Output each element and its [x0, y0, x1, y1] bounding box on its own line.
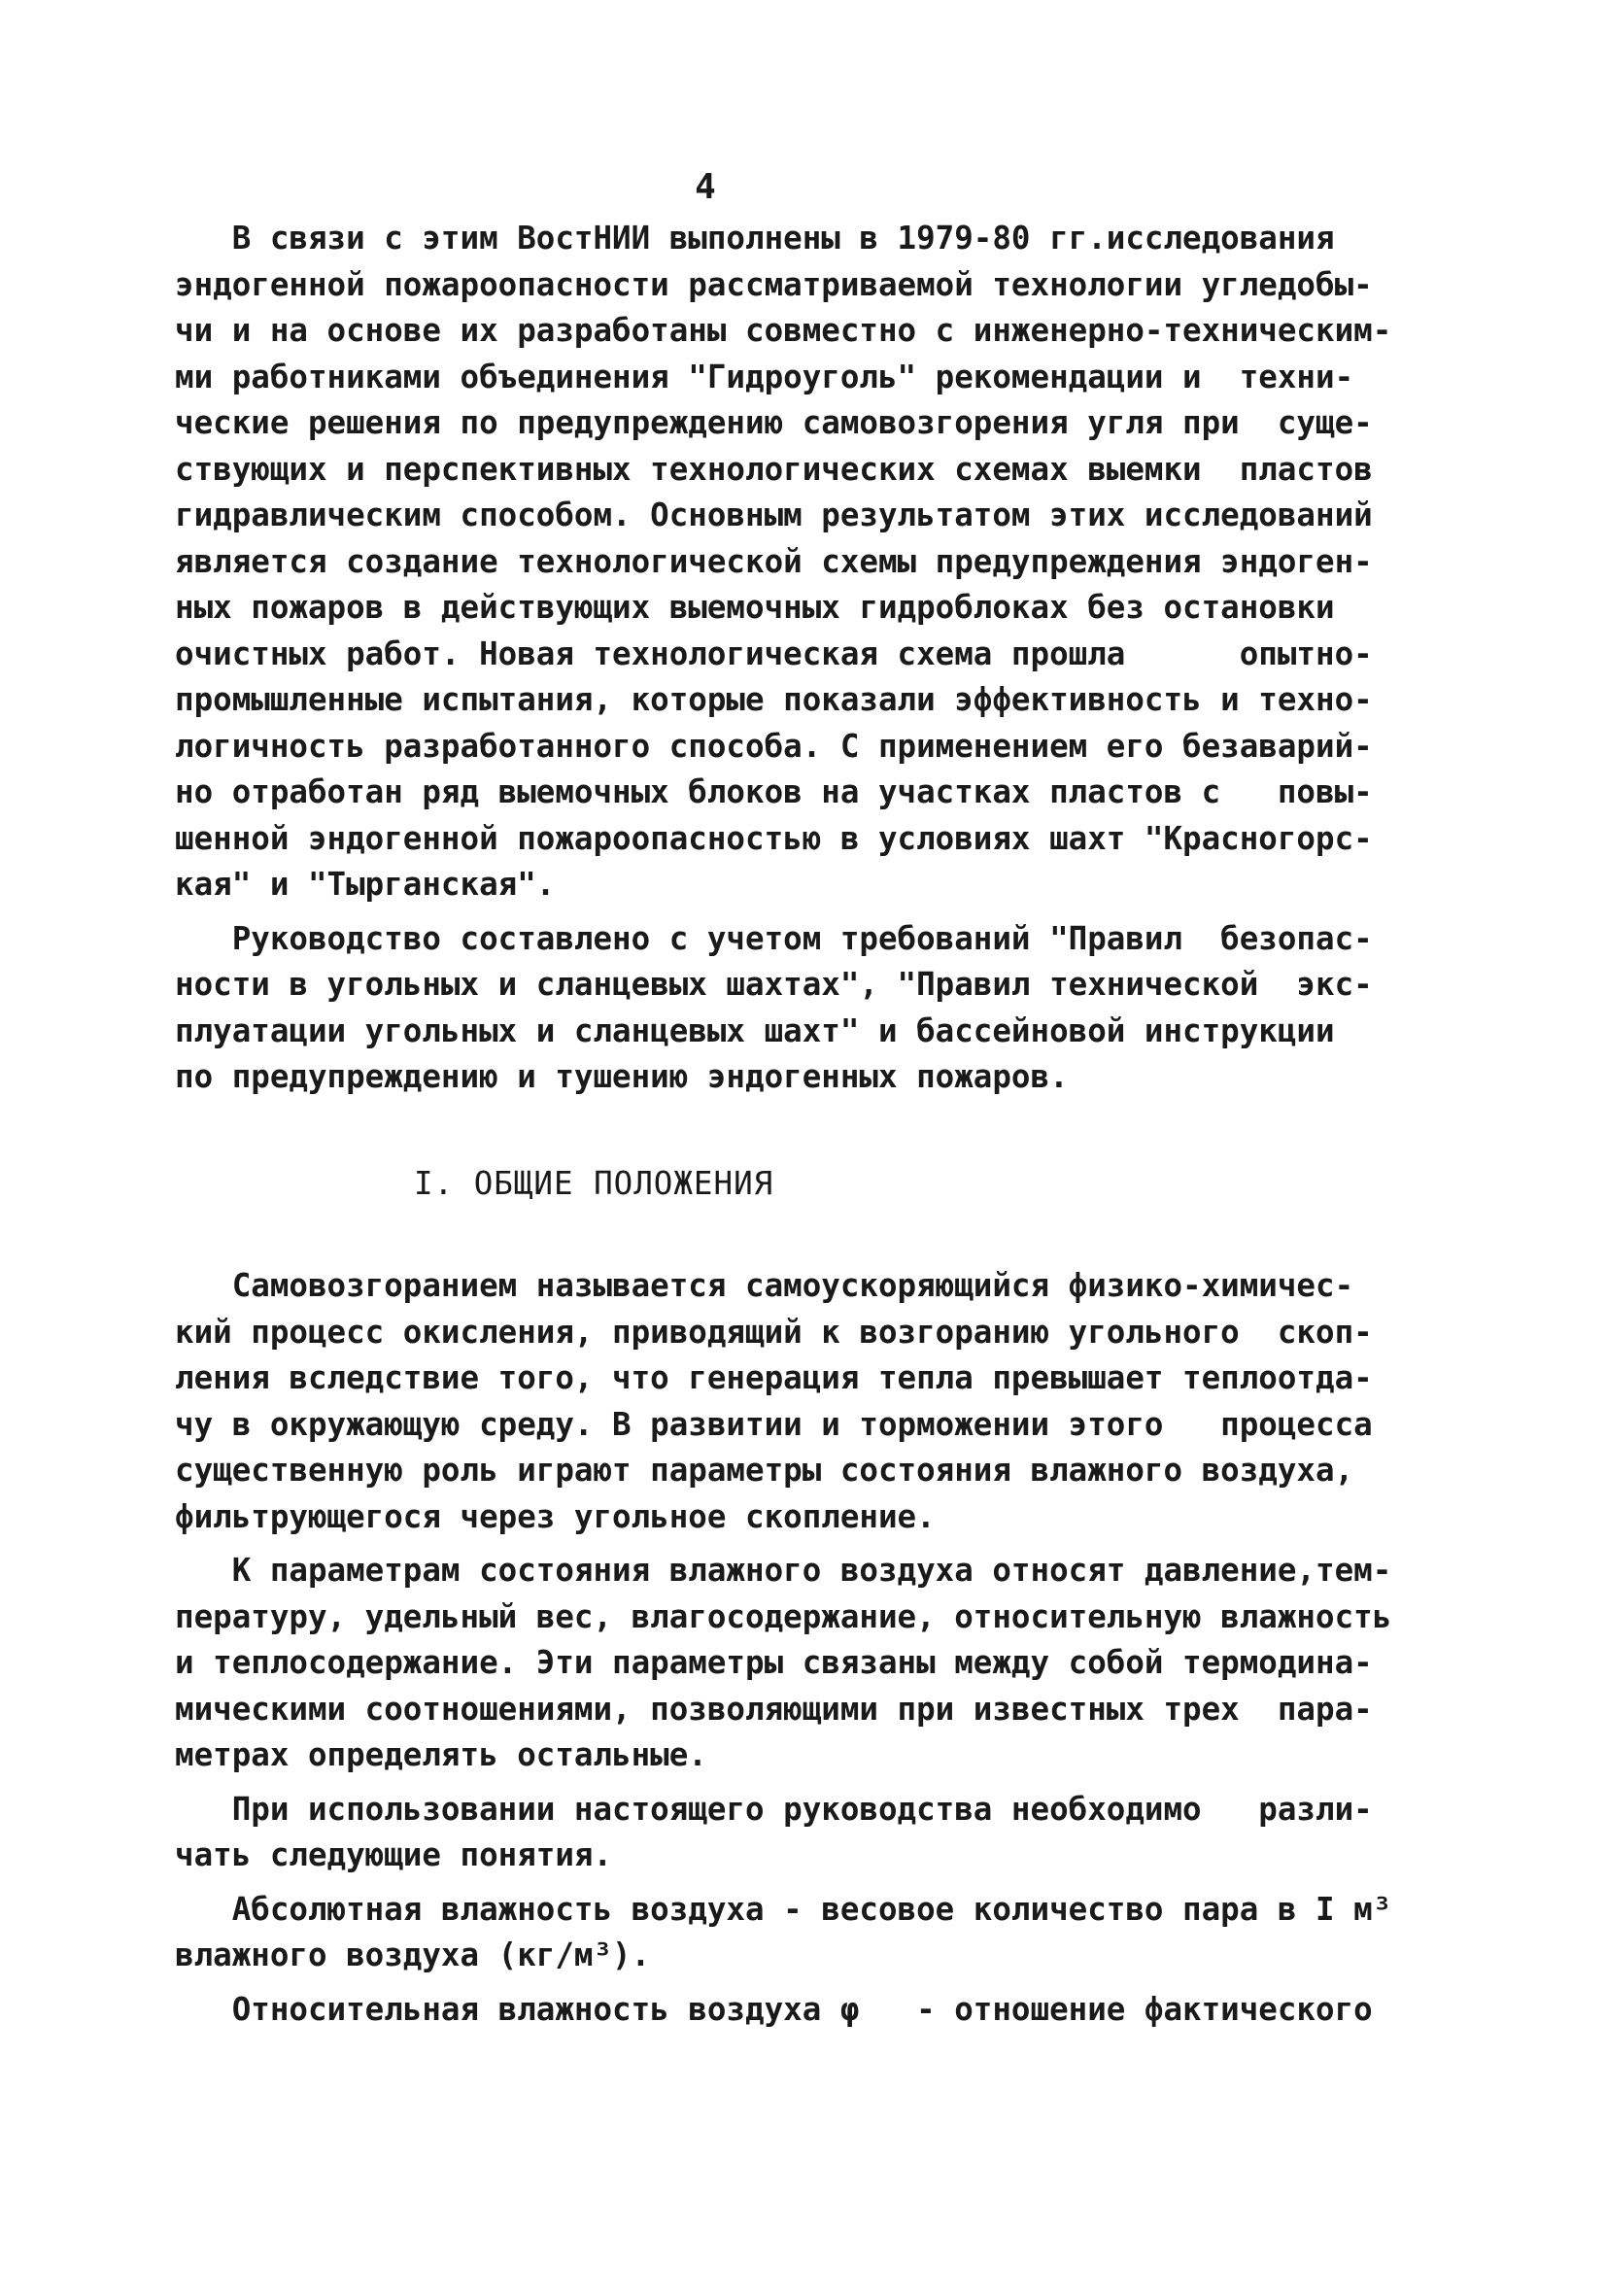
text-line: существенную роль играют параметры состояния влажного воздуха, — [175, 1452, 1354, 1489]
text-line: Руководство составлено с учетом требований "Правил безопас- — [175, 919, 1373, 957]
text-line: кий процесс окисления, приводящий к возгоранию угольного скоп- — [175, 1313, 1373, 1351]
text-line: В связи с этим ВостНИИ выполнены в 1979-80 гг.исследования — [175, 220, 1335, 257]
text-line: При использовании настоящего руководства необходимо разли- — [175, 1790, 1373, 1828]
text-line: кая" и "Тырганская". — [175, 866, 556, 903]
text-line: ми работниками объединения "Гидроуголь" рекомендации и техни- — [175, 358, 1354, 395]
paragraph — [175, 1887, 1438, 1979]
text-line: ствующих и перспективных технологических схемах выемки пластов — [175, 450, 1373, 488]
text-line: Самовозгоранием называется самоускоряющийся физико-химичес- — [175, 1267, 1354, 1304]
text-line: плуатации угольных и сланцевых шахт" и бассейновой инструкции — [175, 1011, 1335, 1049]
paragraph — [175, 1548, 1438, 1779]
paragraph — [175, 1787, 1438, 1879]
paragraph — [175, 916, 1438, 1101]
text-line: мическими соотношениями, позволяющими при известных трех пара- — [175, 1690, 1373, 1728]
text-line: и теплосодержание. Эти параметры связаны между собой термодина- — [175, 1644, 1373, 1681]
text-line: шенной эндогенной пожароопасностью в условиях шахт "Красногорс- — [175, 819, 1373, 857]
text-line: ления вследствие того, что генерация тепла превышает теплоотда- — [175, 1359, 1373, 1396]
text-line: чать следующие понятия. — [175, 1836, 613, 1873]
text-line: Абсолютная влажность воздуха - весовое количество пара в I м³ — [175, 1890, 1392, 1928]
body-text — [175, 216, 1438, 2033]
text-line: является создание технологической схемы предупреждения эндоген- — [175, 542, 1373, 580]
section-heading: I. ОБЩИЕ ПОЛОЖЕНИЯ — [414, 1164, 774, 1202]
text-line: логичность разработанного способа. С применением его безаварий- — [175, 727, 1373, 765]
text-line: пературу, удельный вес, влагосодержание, относительную влажность — [175, 1597, 1392, 1635]
text-line: чи и на основе их разработаны совместно с инженерно-техническим- — [175, 312, 1392, 349]
text-line: эндогенной пожароопасности рассматриваемой технологии угледобы- — [175, 265, 1373, 303]
page-number: 4 — [695, 167, 716, 207]
paragraph — [175, 1987, 1438, 2034]
text-line: гидравлическим способом. Основным результатом этих исследований — [175, 497, 1373, 533]
paragraph — [175, 1263, 1438, 1540]
text-line: чу в окружающую среду. В развитии и торможении этого процесса — [175, 1405, 1373, 1443]
text-line: очистных работ. Новая технологическая схема прошла опытно- — [175, 634, 1373, 672]
text-line: по предупреждению и тушению эндогенных пожаров. — [175, 1058, 1069, 1095]
text-line: фильтрующегося через угольное скопление. — [175, 1497, 936, 1535]
text-line: но отработан ряд выемочных блоков на участках пластов с повы- — [175, 773, 1373, 810]
paragraph — [175, 216, 1438, 908]
text-line: Относительная влажность воздуха φ - отношение фактического — [175, 1990, 1373, 2028]
text-line: влажного воздуха (кг/м³). — [175, 1936, 651, 1973]
text-line: ческие решения по предупреждению самовозгорения угля при суще- — [175, 404, 1373, 441]
text-line: ных пожаров в действующих выемочных гидроблоках без остановки — [175, 589, 1335, 626]
text-line: ности в угольных и сланцевых шахтах", "Правил технической экс- — [175, 966, 1373, 1003]
text-line: метрах определять остальные. — [175, 1736, 707, 1773]
text-line: К параметрам состояния влажного воздуха относят давление,тем- — [175, 1552, 1392, 1589]
intro-section — [175, 216, 1438, 1101]
text-line: промышленные испытания, которые показали эффективность и техно- — [175, 681, 1373, 718]
general-provisions-section — [175, 1263, 1438, 2033]
